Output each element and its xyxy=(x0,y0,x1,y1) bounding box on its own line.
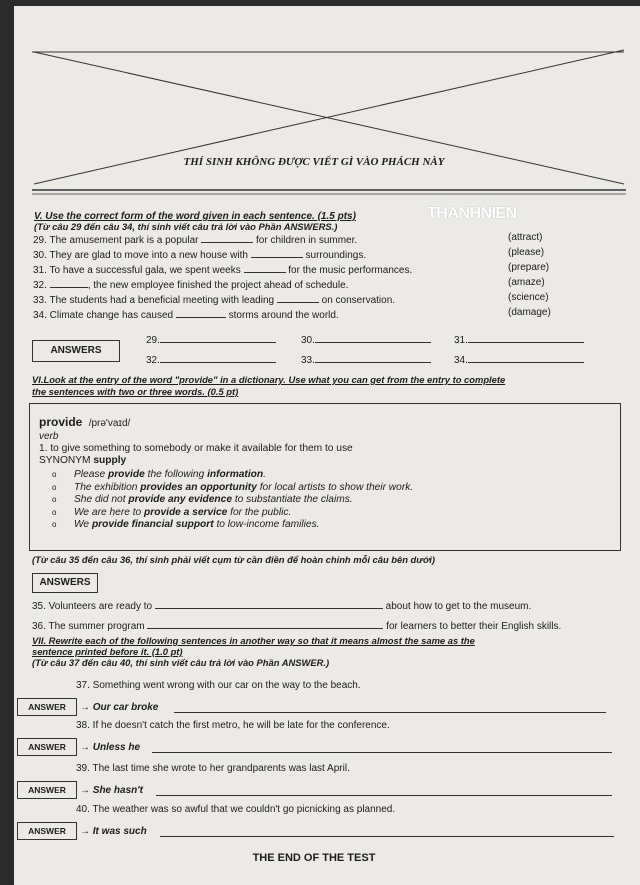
section-5-items xyxy=(33,232,573,322)
item-36: 36. The summer program for learners to better their English skills. xyxy=(32,618,622,633)
answers-label-box: ANSWERS xyxy=(32,340,120,362)
watermark-logo: THANHNIEN xyxy=(427,205,517,222)
dictionary-entry-box xyxy=(29,403,621,551)
answer-30: 30. xyxy=(301,332,431,347)
example-5: o We provide financial support to low-income families. xyxy=(30,519,610,532)
word-cue: (amaze) xyxy=(508,277,545,288)
item-31: 31. To have a successful gala, we spent weeks for the music performances. (prepare) xyxy=(33,262,550,276)
section-6-title-line2: the sentences with two or three words. (0.5 pt) xyxy=(32,386,239,397)
word-cue: (attract) xyxy=(508,232,543,243)
sentence-37: 37. Something went wrong with our car on the way to the beach. xyxy=(76,680,361,691)
item-29: 29. The amusement park is a popular for children in summer. (attract) xyxy=(33,232,543,246)
section-6-title-line1: VI.Look at the entry of the word "provide" in a dictionary. Use what you can get from the entry to complete xyxy=(32,374,506,385)
answer-line-40[interactable] xyxy=(160,836,614,837)
word-cue: (prepare) xyxy=(508,262,550,273)
sentence-40: 40. The weather was so awful that we couldn't go picnicking as planned. xyxy=(76,804,396,815)
example-1: o Please provide the following information. xyxy=(30,469,610,482)
blank[interactable] xyxy=(201,232,253,243)
crossed-out-header xyxy=(14,6,640,206)
answer-label-39: ANSWER xyxy=(17,781,77,799)
blank[interactable] xyxy=(176,307,226,318)
item-35: 35. Volunteers are ready to about how to get to the museum. xyxy=(32,598,622,613)
answer-label-37: ANSWER xyxy=(17,698,77,716)
answers-label-box-2: ANSWERS xyxy=(32,573,98,593)
sentence-38: 38. If he doesn't catch the first metro, he will be late for the conference. xyxy=(76,720,390,731)
answer-32-blank[interactable] xyxy=(160,352,276,363)
prompt-40: → It was such xyxy=(80,826,147,837)
entry-headword-line xyxy=(39,415,130,429)
item-30: 30. They are glad to move into a new house with surroundings. (please) xyxy=(33,247,545,261)
end-of-test: THE END OF THE TEST xyxy=(252,852,376,864)
answer-30-blank[interactable] xyxy=(315,332,431,343)
prompt-37: → Our car broke xyxy=(80,702,159,713)
blank[interactable] xyxy=(50,277,88,288)
item-36-blank[interactable] xyxy=(147,618,383,629)
answer-label-40: ANSWER xyxy=(17,822,77,840)
answer-line-39[interactable] xyxy=(156,795,612,796)
word-cue: (science) xyxy=(508,292,549,303)
answer-29: 29. xyxy=(146,332,276,347)
answer-label-38: ANSWER xyxy=(17,738,77,756)
section-7-title-line2: sentence printed before it. (1.0 pt) xyxy=(32,646,183,657)
blank[interactable] xyxy=(244,262,286,273)
example-4: o We are here to provide a service for the public. xyxy=(30,507,610,520)
blank[interactable] xyxy=(277,292,319,303)
answer-33-blank[interactable] xyxy=(315,352,431,363)
answer-31-blank[interactable] xyxy=(468,332,584,343)
prompt-38: → Unless he xyxy=(80,742,141,753)
entry-definition: 1. to give something to somebody or make it available for them to use xyxy=(39,443,353,454)
example-3: o She did not provide any evidence to substantiate the claims. xyxy=(30,494,610,507)
word-cue: (damage) xyxy=(508,307,551,318)
stamp-text: THÍ SINH KHÔNG ĐƯỢC VIẾT GÌ VÀO PHÁCH NÀY xyxy=(183,156,445,168)
exam-page xyxy=(14,6,640,885)
entry-pronunciation: /prə'vaɪd/ xyxy=(88,418,131,429)
answer-33: 33. xyxy=(301,352,431,367)
item-33: 33. The students had a beneficial meeting with leading on conservation. (science) xyxy=(33,292,549,306)
entry-synonym: SYNONYM supply xyxy=(39,455,127,466)
section-5-subtitle: (Từ câu 29 đến câu 34, thí sinh viết câu trả lời vào Phần ANSWERS.) xyxy=(34,221,338,232)
answer-34: 34. xyxy=(454,352,584,367)
section-7-subtitle: (Từ câu 37 đến câu 40, thí sinh viết câu trả lời vào Phần ANSWER.) xyxy=(32,657,330,668)
prompt-39: → She hasn't xyxy=(80,785,143,796)
item-34: 34. Climate change has caused storms around the world. (damage) xyxy=(33,307,551,321)
section-7-title-line1: VII. Rewrite each of the following sentences in another way so that it means almost the same as the xyxy=(32,635,475,646)
section-5-title: V. Use the correct form of the word given in each sentence. (1.5 pts) xyxy=(34,211,356,222)
sentence-39: 39. The last time she wrote to her grandparents was last April. xyxy=(76,763,350,774)
blank[interactable] xyxy=(251,247,303,258)
entry-headword: provide xyxy=(39,415,83,429)
answer-line-37[interactable] xyxy=(174,712,606,713)
answer-32: 32. xyxy=(146,352,276,367)
answer-29-blank[interactable] xyxy=(160,332,276,343)
example-2: o The exhibition provides an opportunity for local artists to show their work. xyxy=(30,482,610,495)
answer-31: 31. xyxy=(454,332,584,347)
answer-line-38[interactable] xyxy=(152,752,612,753)
entry-part-of-speech: verb xyxy=(39,431,59,442)
word-cue: (please) xyxy=(508,247,545,258)
answer-34-blank[interactable] xyxy=(468,352,584,363)
item-35-blank[interactable] xyxy=(155,598,383,609)
item-32: 32. , the new employee finished the project ahead of schedule. (amaze) xyxy=(33,277,545,291)
entry-examples xyxy=(30,469,610,532)
section-6-instruction: (Từ câu 35 đến câu 36, thí sinh phải viết cụm từ cần điền để hoàn chỉnh mỗi câu bên dưới) xyxy=(32,554,436,565)
